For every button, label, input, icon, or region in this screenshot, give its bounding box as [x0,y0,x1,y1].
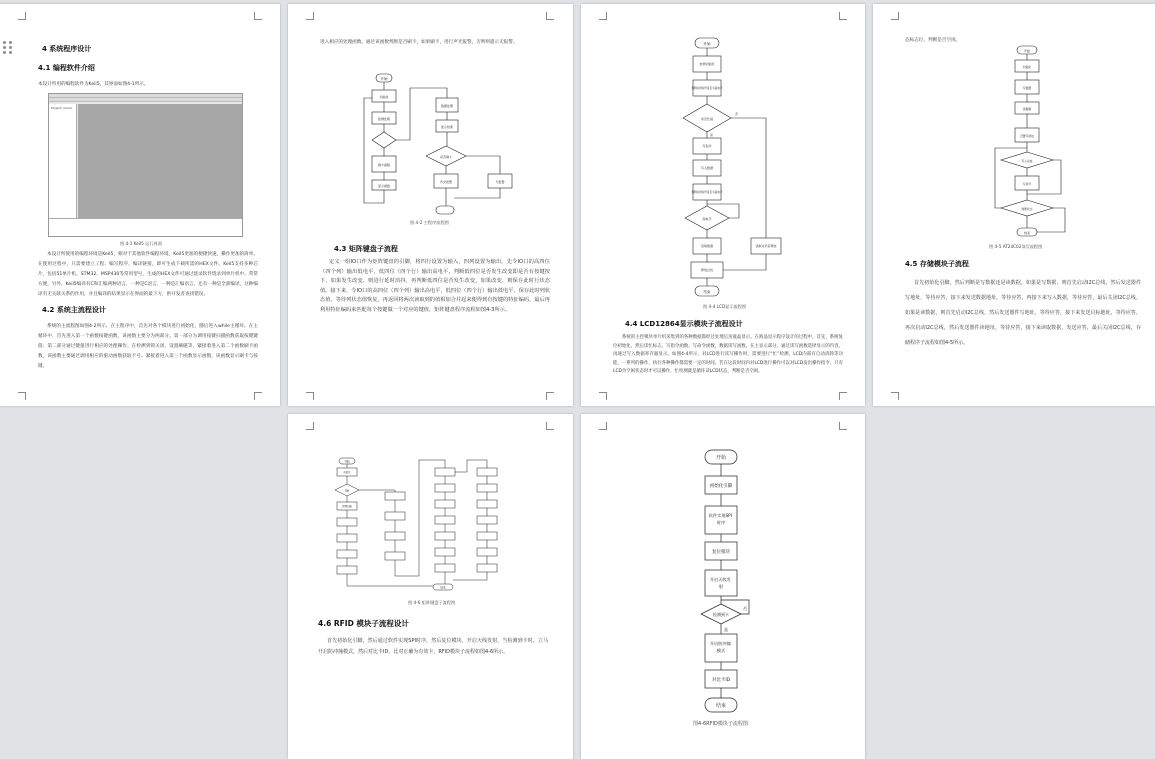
section-4-1-intro: 本设计所用的编程软件为Keil5，其界面如图4-1所示。 [38,82,149,87]
flow-node [477,548,497,556]
figure-caption-4-1: 图 4-1 Keil5 运行界面 [120,241,162,246]
flow-label: 按键处理 [377,117,391,121]
flow-label: 显示函数 [377,184,391,188]
crop-mark [839,422,847,430]
flow-label: 读数据 [1022,107,1032,111]
drag-handle-icon[interactable] [3,41,13,53]
ide-toolbar [49,98,242,102]
flow-label: 读取数据 [700,244,714,248]
main-program-flowchart [348,68,523,218]
crop-mark [254,12,262,20]
flow-node [477,516,497,524]
flow-label: 读取完毕后释放 [755,244,777,248]
crop-mark [546,392,554,400]
figure-caption-4-6: 图 4-6 矩阵键盘子流程图 [408,600,456,605]
flow-label: 结束 [1023,231,1031,235]
crop-mark [599,422,607,430]
figure-caption-4-2: 图 4-2 主程序流程图 [410,220,449,225]
section-heading-4-3: 4.3 矩阵键盘子流程 [334,245,398,253]
flow-label-anticollision [710,640,732,654]
flow-label: 数据处理 [440,104,454,108]
flow-label: 写数据 [1022,86,1032,90]
flow-label: 是 [710,133,714,137]
keil5-screenshot-figure [48,93,243,237]
flow-node [477,468,497,476]
flow-label: 初始化 [343,471,351,474]
flow-label: 电源初始化 [699,62,715,66]
flow-label: 声光报警 [439,180,453,184]
crop-mark [18,12,26,20]
flow-label-line: 模式 [716,648,726,653]
document-page-6 [581,414,865,759]
lcd-paragraph: 系统的主控模块单片机采集到的各种数据都经过处理后送液晶显示。在液晶显示程序设计的过程中，首先，系统复位初始化，然后读忙标志，写指令函数、写命令函数，数据读写函数。在主显示部分，通过读写函数选择显示的内容，再通过写入数据寄存器显示。如图4-4所示，对LCD进行读写操作时，需要进行“忙”检测，LCD内部有自动清除等功能，一系列的操作，执行各种操作都需要一定的时间。若在这段时间内对LCD进行操作可以对LCD发出操作指令，只有LCD为空闲状态时才可以操作，忙检测就是循环读LCD状态，判断是否空闲。 [613,335,843,375]
flow-node [477,500,497,508]
flow-node [385,492,405,500]
rfid-paragraph: 首先初始化引脚，然后通过软件实现SPI时序，然后复位模块，开启天线发射，当检测到卡时，立马开启防冲撞模式，然后对比卡ID，比对正确为有效卡，RFID模块子流程如图4-6所示。 [318,638,548,655]
ide-build-output [49,218,242,236]
flow-label: 开始 [1023,49,1031,53]
flow-label: 否 [735,112,739,116]
flow-label: 是否刷卡 [439,155,453,159]
section-heading-4-2: 4.2 系统主流程设计 [42,306,106,314]
flow-label: 释放总线 [700,268,714,272]
flow-node [435,564,455,572]
flow-label-line: 时序 [716,520,726,525]
flow-node [435,484,455,492]
document-page-2 [288,4,573,406]
section-heading-4-6: 4.6 RFID 模块子流程设计 [318,619,409,628]
flow-node [385,532,405,540]
lcd-flowchart [677,34,797,302]
flow-label: 开始 [380,77,388,81]
crop-mark [306,12,314,20]
document-page-3 [581,4,865,406]
flow-label: 判断 [344,489,350,493]
flow-node [337,518,357,526]
ide-editor-area [78,104,242,218]
flow-label: 高电平 [702,217,712,221]
keyboard-subflow-flowchart [333,454,533,604]
flow-label: 初始化 [1022,65,1032,69]
crop-mark [546,12,554,20]
flow-label-line: 开启防冲撞 [709,641,731,646]
crop-mark [546,422,554,430]
flow-label: 按键扫描 [342,505,352,508]
section-heading-4-1: 4.1 编程软件介绍 [38,64,95,72]
flow-node-end [436,206,454,214]
flow-label: 写入数据 [700,166,714,170]
chapter-heading: 4 系统程序设计 [42,45,92,53]
flow-node [337,550,357,558]
document-page-5 [288,414,573,759]
flow-label: 判断时钟信号是否为高电平 [691,87,723,90]
crop-mark [599,12,607,20]
flow-node [477,532,497,540]
section-heading-4-5: 4.5 存储模块子流程 [905,260,969,268]
storage-paragraph: 首先初始化引脚，然后判断是写数据还是读数据，如果是写数据，则首先启动I2C总线，然后发送器件写地址，等待应答，接下来发送数据地址，等待应答，再接下来写入数据，等待应答，最后关闭I2C总线。如果是读数据，则首先启动I2C总线，然后发送器件写地址，等待应答，接下来发送目标地址，等待应答，再次启动I2C总线，然后发送器件读地址，等待应答，接下来读取数据，发送应答，最后关闭I2C总线，存储程序子流程如图4-5所示。 [905,280,1141,346]
flow-label: 无报警 [495,180,505,184]
flow-label-antenna [710,576,732,590]
flow-label: 判断时钟信号是否为高电平 [691,191,723,194]
ide-project-panel [49,104,77,228]
flow-label: 显示结果 [440,125,454,129]
flow-label: 写入完成 [1021,159,1033,163]
flow-label: 写命令 [1022,182,1032,186]
flow-label: 检测到卡 [713,612,729,617]
flow-label-line: 开启天线发 [709,577,731,582]
crop-mark [306,392,314,400]
keil5-paragraph: 本设计所使用的编程环境是Keil5，相对于其他软件编程环境，Keil5更加的便捷快速，操作更加的简单。在使用过程中，只需要建立工程、编写程序、编译链接，即可生成下载所需的HEX文件。Keil5支持多种芯片，包括51单片机、STM32、MSP430等常用型号，生成的HEX文件可通过烧录软件烧录到单片机中。常常方便，另外，Keil5编译有C和汇编两种语言，一种是C语言，一种是汇编语言，还有一种是全部编译，这种编译有无关联关系的作用，并且编译的结果显示在界面的最下方，供开发者查找错误。 [38,252,258,297]
flow-label-line: 软件实现SPI [708,513,732,518]
crop-mark [306,422,314,430]
crop-mark [18,392,26,400]
flow-label: 复位模块 [712,550,730,555]
flow-label: 写指令 [702,144,712,148]
crop-mark [599,392,607,400]
flow-node [435,532,455,540]
figure-caption-rfid: 图4-6RFID模块子流程图 [693,721,748,727]
storage-flowchart [993,44,1073,242]
flow-label: 是否忙碌 [700,117,714,121]
figure-caption-4-5: 图 4-5 AT24C02读写流程图 [989,244,1043,249]
rfid-flowchart [691,448,781,716]
flow-label: 否 [743,606,747,611]
main-flow-paragraph: 系统的主流程图如图4-2所示。在主程序中，首先对各个模块进行初始化，随后进入while主循环。在主循环中，首先进入第一个函数按键函数，该函数主要分为两部分。第一部分为调用按键扫描函数获取按键键值；第二部分通过键值进行相应的处理操作。在检测到锁关闭、设置刷磁等，紧接着进入第二个函数刷卡函数，该函数主要通过调用相应的驱动函数获取卡号。紧接着进入第三个函数显示函数，该函数显示刷卡与按键。 [38,324,258,369]
flow-label: 设置写地址 [1020,134,1034,138]
flow-label: 开始 [703,42,711,46]
flow-node [435,500,455,508]
crop-mark [839,12,847,20]
crop-mark [254,392,262,400]
section-heading-4-4: 4.4 LCD12864显示模块子流程设计 [625,320,743,328]
matrix-keyboard-paragraph: 定义一组IO口作为矩阵键盘的引脚，将四行设置为输入，四列设置为输出。先令IO口的高四位（四个列）输出低电平，低四位（四个行）输出高电平，判断低四位是否发生改变即是否有按键按下，如果发生改变，则进行延时消抖，再判断低四位是否发生改变，如果改变，则保存此时行状态值。接下来，令IO口的高四位（四个列）输出高电平，低四位（四个行）输出低电平，保存此时列状态值，等待列状态值恢复，再返回将两次读取到的值相加合并起来便得到有按键的特征编码，最后再利用特征编码来匹配每个按键做一个对应的键值，矩阵键盘程序流程如图4-3所示。 [320,259,550,313]
flow-label: 初始化 [379,95,389,99]
flow-node [337,566,357,574]
flow-label: 初始化引脚 [709,484,733,489]
flow-label: 判断状态 [1021,207,1033,211]
flow-node [477,484,497,492]
flow-label-line: 射 [718,584,724,589]
flow-label: 开始 [344,460,350,464]
ide-project-label: Project: mirror [51,106,73,110]
flow-label: 开始 [715,455,727,461]
flow-node [435,548,455,556]
flow-label: 刷卡函数 [377,163,391,167]
figure-caption-4-4: 图 4-4 LCD显示流程图 [703,304,747,309]
flow-node [435,468,455,476]
crop-mark [891,12,899,20]
flow-label: 结束 [715,703,727,709]
crop-mark [891,392,899,400]
document-page-4 [873,4,1155,406]
flow-label: 结束 [440,586,446,590]
page4-intro: 态标志位，判断是否空闲。 [905,38,961,43]
flow-label-spi [709,512,734,526]
flow-node [477,564,497,572]
flow-node [337,534,357,542]
flow-label: 对比卡ID [711,678,731,683]
flow-node [385,552,405,560]
flow-node [435,516,455,524]
flow-label: 结束 [703,290,711,294]
flow-decision [372,132,396,148]
page2-intro: 进入相应的处理函数。通过该函数判断是否刷卡，如果刷卡，进行声光报警，否则则提示无报警。 [320,40,518,45]
flow-label: 是 [724,627,728,632]
flow-node [385,512,405,520]
document-page-1 [0,4,280,406]
flow-node [705,570,737,596]
